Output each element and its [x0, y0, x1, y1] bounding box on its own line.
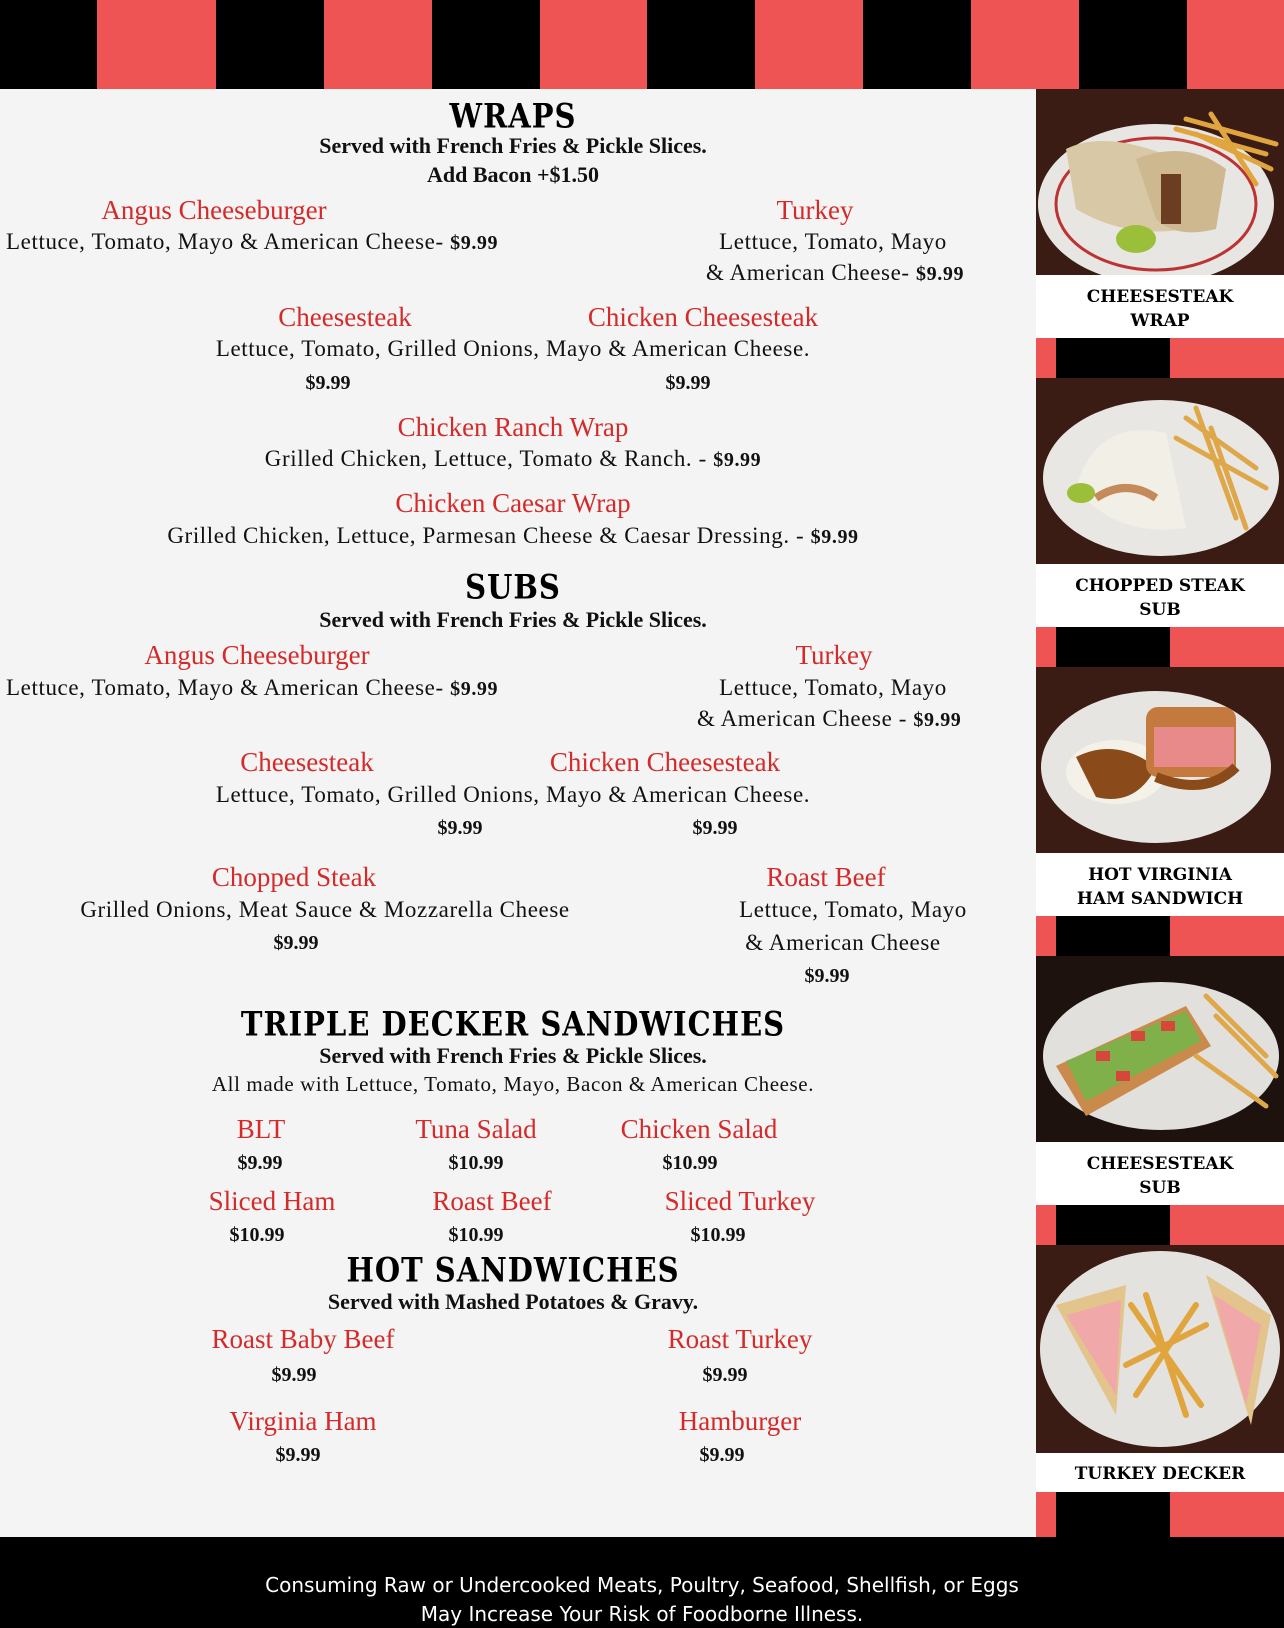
item-description: Lettuce, Tomato, Mayo: [719, 229, 947, 254]
photo-caption: CHEESESTEAK WRAP: [1086, 287, 1234, 331]
item-price: $9.99: [913, 709, 962, 731]
item-description: Lettuce, Tomato, Mayo: [719, 675, 947, 700]
item-price: $10.99: [448, 1152, 504, 1174]
item-price: $9.99: [810, 526, 859, 548]
item-description: & American Cheese- $9.99: [706, 260, 965, 285]
item-name: Sliced Turkey: [664, 1186, 816, 1216]
item-name: Chicken Caesar Wrap: [395, 488, 631, 518]
item-name: Chicken Salad: [620, 1114, 778, 1144]
footer-health-warning: [0, 1537, 1284, 1628]
sidebar-stripe: [1036, 1492, 1284, 1537]
item-price: $9.99: [692, 817, 738, 839]
item-description: & American Cheese: [745, 930, 941, 955]
item-description: Grilled Chicken, Lettuce, Tomato & Ranch. - $9.99: [264, 446, 762, 471]
item-price: $10.99: [229, 1224, 285, 1246]
item-name: Cheesesteak: [278, 302, 412, 332]
photo-cheesesteak-wrap: [1036, 89, 1284, 275]
wraps-addon-note: Add Bacon +$1.50: [426, 162, 600, 187]
item-price: $9.99: [237, 1152, 283, 1174]
sidebar-stripe: [1036, 916, 1284, 956]
photo-cheesesteak-sub: [1036, 956, 1284, 1142]
item-name: Chicken Cheesesteak: [549, 747, 781, 777]
item-price: $9.99: [275, 1444, 321, 1466]
subs-served-note: Served with French Fries & Pickle Slices.: [319, 607, 707, 632]
item-name: Roast Turkey: [667, 1324, 813, 1354]
triple-ingredients-note: All made with Lettuce, Tomato, Mayo, Bacon & American Cheese.: [211, 1072, 815, 1096]
item-name: Chopped Steak: [211, 862, 377, 892]
item-price: $9.99: [699, 1444, 745, 1466]
sidebar-stripe: [1036, 627, 1284, 667]
item-price: $9.99: [916, 263, 965, 285]
section-title-triple-decker: TRIPLE DECKER SANDWICHES: [240, 1004, 786, 1044]
menu-column: [0, 89, 1036, 1537]
item-description: Lettuce, Tomato, Mayo: [739, 897, 967, 922]
item-description: & American Cheese - $9.99: [697, 706, 962, 731]
item-price: $10.99: [448, 1224, 504, 1246]
footer-warning-line-1: Consuming Raw or Undercooked Meats, Poultry, Seafood, Shellfish, or Eggs: [265, 1573, 1019, 1597]
sidebar-stripe: [1036, 338, 1284, 378]
item-price: $10.99: [662, 1152, 718, 1174]
item-price: $9.99: [665, 372, 711, 394]
sidebar-stripe: [1036, 1205, 1284, 1245]
photo-chopped-steak-sub: [1036, 378, 1284, 564]
section-title-hot-sandwiches: HOT SANDWICHES: [346, 1250, 680, 1290]
item-name: Cheesesteak: [240, 747, 374, 777]
section-title-wraps: WRAPS: [449, 96, 577, 136]
item-name: Roast Beef: [432, 1186, 552, 1216]
section-title-subs: SUBS: [465, 567, 561, 607]
top-stripe-border: [0, 0, 1284, 89]
triple-served-note: Served with French Fries & Pickle Slices.: [319, 1043, 707, 1068]
item-name: Angus Cheeseburger: [144, 640, 370, 670]
item-price: $9.99: [271, 1364, 317, 1386]
footer-warning-line-2: May Increase Your Risk of Foodborne Illness.: [420, 1602, 864, 1626]
photo-caption: HOT VIRGINIA HAM SANDWICH: [1076, 865, 1244, 909]
item-name: Turkey: [795, 640, 873, 670]
photo-caption: CHEESESTEAK SUB: [1086, 1154, 1234, 1198]
photo-caption: CHOPPED STEAK SUB: [1075, 576, 1245, 620]
item-name: Roast Baby Beef: [211, 1324, 395, 1354]
item-description: Lettuce, Tomato, Grilled Onions, Mayo & American Cheese.: [215, 336, 811, 361]
item-description: Grilled Onions, Meat Sauce & Mozzarella Cheese: [80, 897, 570, 922]
item-name: Turkey: [776, 195, 854, 225]
item-price: $9.99: [804, 965, 850, 987]
item-name: Chicken Cheesesteak: [587, 302, 819, 332]
wraps-served-note: Served with French Fries & Pickle Slices.: [319, 133, 707, 158]
item-name: Chicken Ranch Wrap: [397, 412, 629, 442]
photo-caption: TURKEY DECKER: [1074, 1464, 1246, 1484]
item-name: Virginia Ham: [229, 1406, 377, 1436]
item-price: $9.99: [437, 817, 483, 839]
item-name: Hamburger: [678, 1406, 802, 1436]
item-price: $9.99: [702, 1364, 748, 1386]
hot-served-note: Served with Mashed Potatoes & Gravy.: [327, 1289, 699, 1314]
item-name: Tuna Salad: [415, 1114, 537, 1144]
item-price: $9.99: [713, 449, 762, 471]
item-price: $10.99: [690, 1224, 746, 1246]
photo-hot-virginia-ham-sandwich: [1036, 667, 1284, 853]
item-price: $9.99: [450, 232, 499, 254]
item-name: Sliced Ham: [208, 1186, 336, 1216]
item-name: Angus Cheeseburger: [101, 195, 327, 225]
item-price: $9.99: [273, 932, 319, 954]
item-description: Lettuce, Tomato, Grilled Onions, Mayo & American Cheese.: [215, 782, 811, 807]
item-price: $9.99: [305, 372, 351, 394]
item-price: $9.99: [450, 678, 499, 700]
item-name: BLT: [236, 1114, 286, 1144]
item-description: Grilled Chicken, Lettuce, Parmesan Cheese & Caesar Dressing. - $9.99: [167, 523, 859, 548]
item-description: Lettuce, Tomato, Mayo & American Cheese- $9.99: [6, 675, 499, 700]
item-name: Roast Beef: [766, 862, 886, 892]
item-description: Lettuce, Tomato, Mayo & American Cheese- $9.99: [6, 229, 499, 254]
photo-turkey-decker: [1036, 1245, 1284, 1453]
